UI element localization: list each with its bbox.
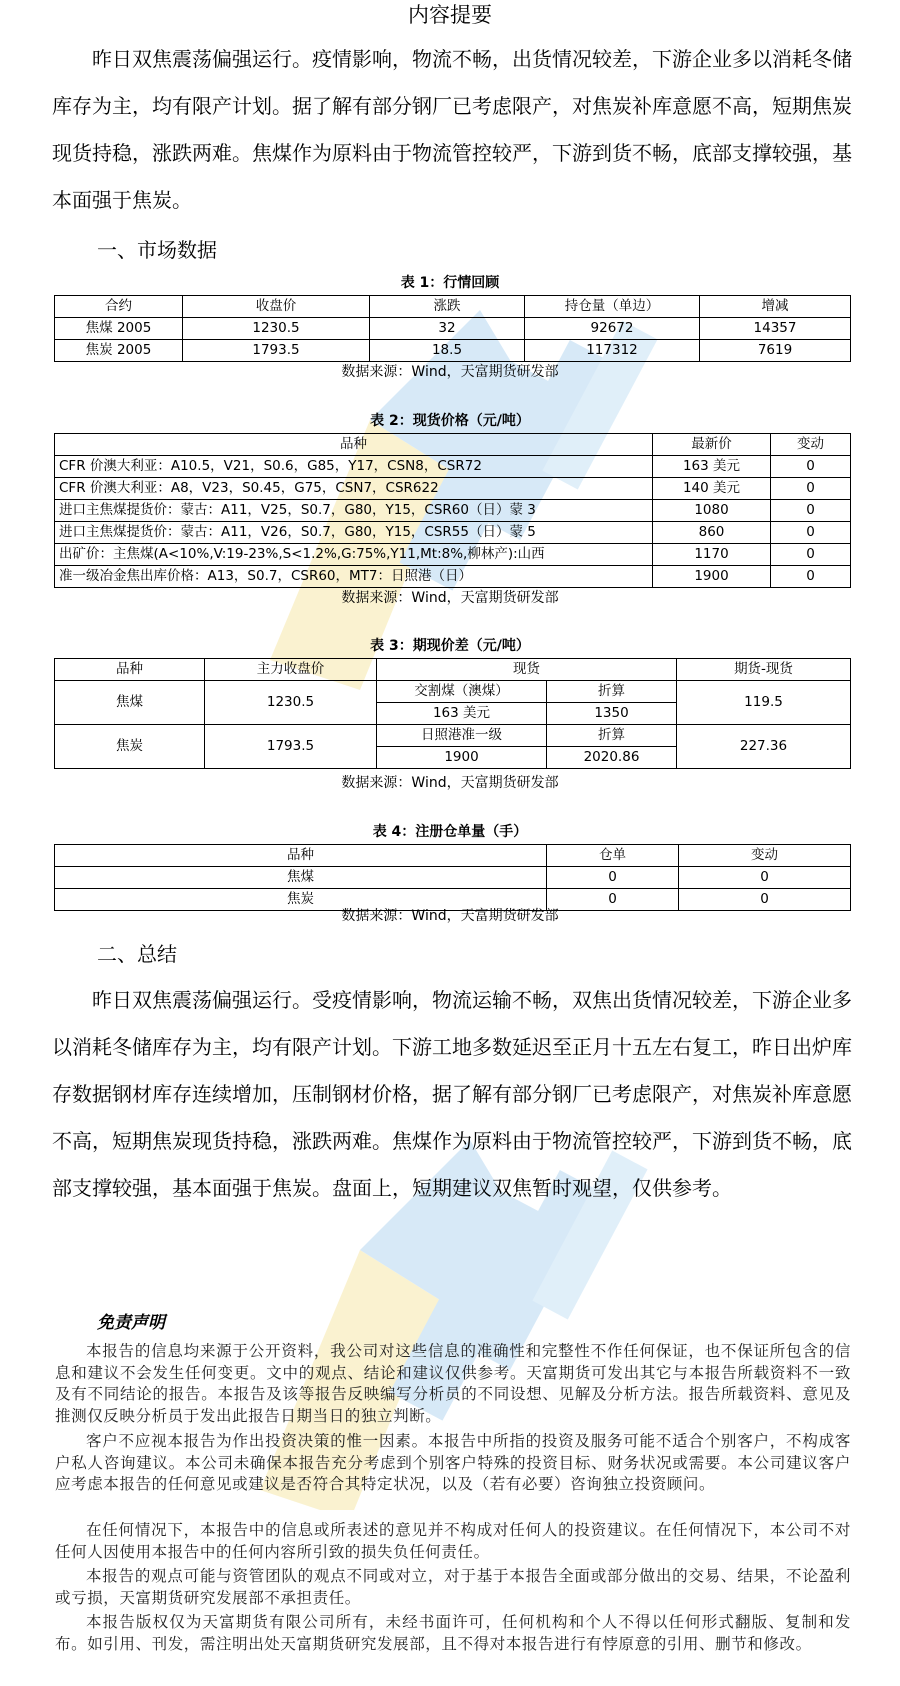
table-cell: 0 xyxy=(547,867,679,889)
page-title: 内容提要 xyxy=(408,3,492,27)
header-cell: 涨跌 xyxy=(370,296,525,318)
table3-source: 数据来源：Wind，天富期货研发部 xyxy=(341,775,559,791)
table-market-review xyxy=(54,295,851,362)
header-cell: 品种 xyxy=(55,845,547,867)
table4-source: 数据来源：Wind，天富期货研发部 xyxy=(341,908,559,924)
table3-caption: 表 3：期现价差（元/吨） xyxy=(370,638,530,654)
table-cell: 焦炭 xyxy=(55,889,547,911)
table2-caption: 表 2：现货价格（元/吨） xyxy=(370,413,530,429)
table-cell: 0 xyxy=(771,544,851,566)
table-cell: 0 xyxy=(771,478,851,500)
table-cell: 92672 xyxy=(525,318,700,340)
table-row xyxy=(55,544,851,566)
table-cell: 准一级冶金焦出库价格：A13，S0.7，CSR60，MT7：日照港（日） xyxy=(55,566,653,588)
disclaimer-paragraph: 本报告的观点可能与资管团队的观点不同或对立，对于基于本报告全面或部分做出的交易、结果，不论盈利或亏损，天富期货研究发展部不承担责任。 xyxy=(55,1567,851,1607)
table-cell: 1080 xyxy=(653,500,771,522)
table-cell: 227.36 xyxy=(677,725,851,769)
table-cell: 日照港准一级 xyxy=(377,725,547,747)
header-cell: 主力收盘价 xyxy=(205,659,377,681)
table-cell: 1350 xyxy=(547,703,677,725)
table-row xyxy=(55,340,851,362)
table-cell: 交割煤（澳煤） xyxy=(377,681,547,703)
table-cell: 0 xyxy=(679,867,851,889)
header-cell: 增减 xyxy=(700,296,851,318)
table-cell: 2020.86 xyxy=(547,747,677,769)
header-cell: 仓单 xyxy=(547,845,679,867)
header-cell: 期货-现货 xyxy=(677,659,851,681)
table-cell: 119.5 xyxy=(677,681,851,725)
header-cell: 持仓量（单边） xyxy=(525,296,700,318)
table-cell: 进口主焦煤提货价：蒙古：A11，V25，S0.7，G80，Y15，CSR60（日）蒙 3 xyxy=(55,500,653,522)
disclaimer-paragraph: 本报告的信息均来源于公开资料，我公司对这些信息的准确性和完整性不作任何保证，也不保证所包含的信息和建议不会发生任何变更。文中的观点、结论和建议仅供参考。天富期货可发出其它与本报告所载资料不一致及有不同结论的报告。本报告及该等报告反映编写分析员的不同设想、见解及分析方法。报告所载资料、意见及推测仅反映分析员于发出此报告日期当日的独立判断。 xyxy=(55,1342,851,1425)
header-cell: 现货 xyxy=(377,659,677,681)
table-warehouse-receipts xyxy=(54,844,851,911)
disclaimer-paragraph: 本报告版权仅为天富期货有限公司所有，未经书面许可，任何机构和个人不得以任何形式翻版、复制和发布。如引用、刊发，需注明出处天富期货研究发展部，且不得对本报告进行有悖原意的引用、删节和修改。 xyxy=(55,1613,851,1653)
table-cell: 163 美元 xyxy=(653,456,771,478)
table-cell: 1793.5 xyxy=(205,725,377,769)
summary-paragraph: 昨日双焦震荡偏强运行。受疫情影响，物流运输不畅，双焦出货情况较差，下游企业多以消耗冬储库存为主，均有限产计划。下游工地多数延迟至正月十五左右复工，昨日出炉库存数据钢材库存连续增加，压制钢材价格，据了解有部分钢厂已考虑限产，对焦炭补库意愿不高，短期焦炭现货持稳，涨跌两难。焦煤作为原料由于物流管控较严，下游到货不畅，底部支撑较强，基本面强于焦炭。盘面上，短期建议双焦暂时观望，仅供参考。 xyxy=(52,988,852,1200)
table1-caption: 表 1：行情回顾 xyxy=(400,275,500,291)
intro-paragraph: 昨日双焦震荡偏强运行。疫情影响，物流不畅，出货情况较差，下游企业多以消耗冬储库存为主，均有限产计划。据了解有部分钢厂已考虑限产，对焦炭补库意愿不高，短期焦炭现货持稳，涨跌两难。焦煤作为原料由于物流管控较严，下游到货不畅，底部支撑较强，基本面强于焦炭。 xyxy=(52,47,852,212)
header-cell: 最新价 xyxy=(653,434,771,456)
table-row xyxy=(55,456,851,478)
table-spot-prices xyxy=(54,433,851,588)
table-row xyxy=(55,318,851,340)
table-cell: CFR 价澳大利亚：A8，V23，S0.45，G75，CSN7，CSR622 xyxy=(55,478,653,500)
table-cell: 进口主焦煤提货价：蒙古：A11，V26，S0.7，G80，Y15，CSR55（日）蒙 5 xyxy=(55,522,653,544)
table2-source: 数据来源：Wind，天富期货研发部 xyxy=(341,590,559,606)
table-header-row xyxy=(55,434,851,456)
section-heading-summary: 二、总结 xyxy=(97,942,177,966)
table-cell: 出矿价：主焦煤(A<10%,V:19-23%,S<1.2%,G:75%,Y11,Mt:8%,柳林产):山西 xyxy=(55,544,653,566)
table-cell: 0 xyxy=(679,889,851,911)
header-cell: 品种 xyxy=(55,659,205,681)
table-cell: 0 xyxy=(771,522,851,544)
table-cell: 1230.5 xyxy=(205,681,377,725)
table-cell: CFR 价澳大利亚：A10.5，V21，S0.6，G85，Y17，CSN8，CSR72 xyxy=(55,456,653,478)
table-cell: 14357 xyxy=(700,318,851,340)
table-cell: 焦炭 xyxy=(55,725,205,769)
table4-caption: 表 4：注册仓单量（手） xyxy=(372,824,528,840)
table-header-row xyxy=(55,845,851,867)
table-cell: 折算 xyxy=(547,681,677,703)
table-cell: 焦煤 xyxy=(55,681,205,725)
section-heading-market-data: 一、市场数据 xyxy=(97,238,217,262)
table-row xyxy=(55,681,851,703)
table-header-row xyxy=(55,296,851,318)
table-basis xyxy=(54,658,851,769)
table-cell: 折算 xyxy=(547,725,677,747)
table-cell: 1900 xyxy=(377,747,547,769)
header-cell: 变动 xyxy=(771,434,851,456)
table-row xyxy=(55,725,851,747)
table-row xyxy=(55,566,851,588)
table-header-row xyxy=(55,659,851,681)
disclaimer-paragraph: 在任何情况下，本报告中的信息或所表述的意见并不构成对任何人的投资建议。在任何情况下，本公司不对任何人因使用本报告中的任何内容所引致的损失负任何责任。 xyxy=(55,1521,851,1561)
header-cell: 收盘价 xyxy=(183,296,370,318)
table1-source: 数据来源：Wind，天富期货研发部 xyxy=(341,364,559,380)
table-row xyxy=(55,478,851,500)
table-cell: 0 xyxy=(547,889,679,911)
table-cell: 0 xyxy=(771,566,851,588)
table-cell: 焦炭 2005 xyxy=(55,340,183,362)
table-row xyxy=(55,867,851,889)
table-cell: 0 xyxy=(771,500,851,522)
table-cell: 163 美元 xyxy=(377,703,547,725)
table-cell: 32 xyxy=(370,318,525,340)
table-cell: 7619 xyxy=(700,340,851,362)
table-cell: 860 xyxy=(653,522,771,544)
header-cell: 变动 xyxy=(679,845,851,867)
table-cell: 焦煤 xyxy=(55,867,547,889)
table-cell: 1793.5 xyxy=(183,340,370,362)
table-cell: 1230.5 xyxy=(183,318,370,340)
table-cell: 1900 xyxy=(653,566,771,588)
table-cell: 1170 xyxy=(653,544,771,566)
header-cell: 合约 xyxy=(55,296,183,318)
disclaimer-title: 免责声明 xyxy=(97,1313,165,1333)
table-cell: 117312 xyxy=(525,340,700,362)
table-row xyxy=(55,500,851,522)
disclaimer-paragraph: 客户不应视本报告为作出投资决策的惟一因素。本报告中所指的投资及服务可能不适合个别客户，不构成客户私人咨询建议。本公司未确保本报告充分考虑到个别客户特殊的投资目标、财务状况或需要。本公司建议客户应考虑本报告的任何意见或建议是否符合其特定状况，以及（若有必要）咨询独立投资顾问。 xyxy=(55,1432,851,1493)
table-cell: 140 美元 xyxy=(653,478,771,500)
header-cell: 品种 xyxy=(55,434,653,456)
table-cell: 18.5 xyxy=(370,340,525,362)
table-row xyxy=(55,522,851,544)
table-cell: 焦煤 2005 xyxy=(55,318,183,340)
table-cell: 0 xyxy=(771,456,851,478)
